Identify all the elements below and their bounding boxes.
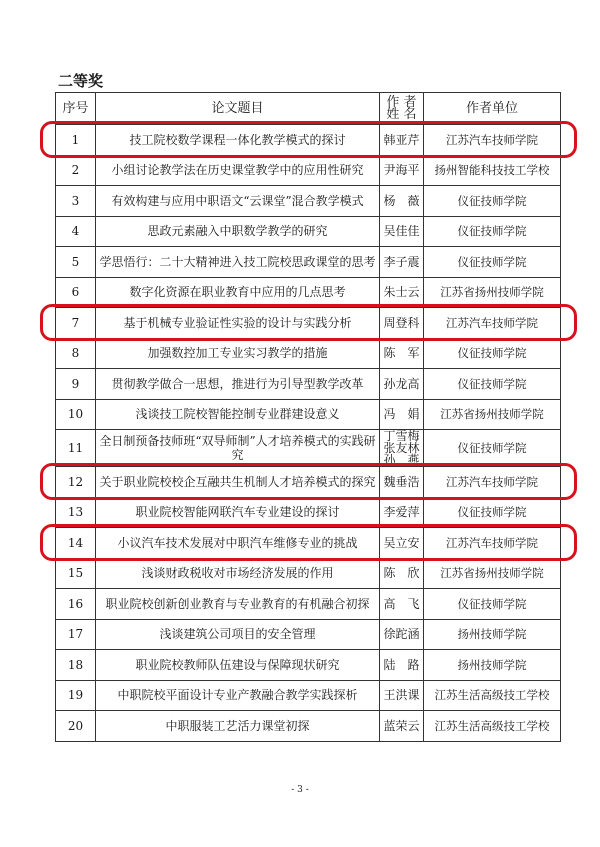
highlight-box-row-14 (40, 524, 577, 561)
cell-institution: 仪征技师学院 (424, 247, 561, 278)
cell-author: 高 飞 (380, 589, 424, 620)
highlight-box-row-1 (40, 121, 577, 158)
cell-no: 19 (56, 680, 96, 711)
cell-institution: 仪征技师学院 (424, 216, 561, 247)
table-row (56, 216, 561, 247)
table-body (56, 125, 561, 742)
table-row (56, 247, 561, 278)
table-row (56, 369, 561, 400)
cell-author: 周登科 (380, 308, 424, 339)
cell-title: 加强数控加工专业实习教学的措施 (96, 338, 380, 369)
cell-institution: 江苏汽车技师学院 (424, 125, 561, 156)
cell-institution: 江苏汽车技师学院 (424, 528, 561, 559)
cell-no: 15 (56, 558, 96, 589)
cell-title: 全日制预备技师班“双导师制”人才培养模式的实践研究 (96, 430, 380, 467)
cell-institution: 江苏省扬州技师学院 (424, 399, 561, 430)
cell-author: 吴立安 (380, 528, 424, 559)
cell-author: 魏垂浩 (380, 467, 424, 498)
cell-institution: 江苏汽车技师学院 (424, 467, 561, 498)
cell-institution: 仪征技师学院 (424, 589, 561, 620)
cell-author: 徐跎涵 (380, 619, 424, 650)
cell-author: 杨 薇 (380, 186, 424, 217)
table-header-row (56, 93, 561, 125)
highlight-box-row-12 (40, 463, 577, 500)
cell-no: 16 (56, 589, 96, 620)
table-row (56, 589, 561, 620)
table-row (56, 399, 561, 430)
cell-no: 8 (56, 338, 96, 369)
cell-title: 学思悟行：二十大精神进入技工院校思政课堂的思考 (96, 247, 380, 278)
cell-no: 9 (56, 369, 96, 400)
cell-title: 中职服装工艺活力课堂初探 (96, 711, 380, 742)
table-row (56, 497, 561, 528)
cell-author: 李爱萍 (380, 497, 424, 528)
cell-title: 技工院校数学课程一体化教学模式的探讨 (96, 125, 380, 156)
cell-institution: 扬州技师学院 (424, 619, 561, 650)
cell-institution: 仪征技师学院 (424, 338, 561, 369)
cell-author: 陈 欣 (380, 558, 424, 589)
cell-title: 中职院校平面设计专业产教融合教学实践探析 (96, 680, 380, 711)
table-row (56, 619, 561, 650)
award-table (55, 92, 561, 742)
cell-institution: 江苏汽车技师学院 (424, 308, 561, 339)
table-row (56, 558, 561, 589)
cell-institution: 仪征技师学院 (424, 186, 561, 217)
cell-no: 6 (56, 277, 96, 308)
header-author: 作 者 姓 名 (380, 93, 424, 125)
cell-institution: 江苏生活高级技工学校 (424, 680, 561, 711)
cell-institution: 仪征技师学院 (424, 497, 561, 528)
section-title: 二等奖 (58, 72, 104, 90)
cell-author: 吴佳佳 (380, 216, 424, 247)
cell-title: 浅谈建筑公司项目的安全管理 (96, 619, 380, 650)
table-row (56, 650, 561, 681)
cell-title: 数字化资源在职业教育中应用的几点思考 (96, 277, 380, 308)
cell-author: 尹海平 (380, 155, 424, 186)
table-row (56, 338, 561, 369)
cell-no: 10 (56, 399, 96, 430)
cell-title: 职业院校智能网联汽车专业建设的探讨 (96, 497, 380, 528)
highlight-box-row-7 (40, 304, 577, 341)
cell-author: 蓝荣云 (380, 711, 424, 742)
cell-author: 朱士云 (380, 277, 424, 308)
cell-institution: 江苏省扬州技师学院 (424, 277, 561, 308)
cell-no: 20 (56, 711, 96, 742)
cell-no: 5 (56, 247, 96, 278)
cell-author: 王洪课 (380, 680, 424, 711)
cell-title: 小组讨论教学法在历史课堂教学中的应用性研究 (96, 155, 380, 186)
cell-author: 孙龙高 (380, 369, 424, 400)
cell-no: 13 (56, 497, 96, 528)
cell-no: 12 (56, 467, 96, 498)
cell-institution: 江苏生活高级技工学校 (424, 711, 561, 742)
cell-title: 关于职业院校校企互融共生机制人才培养模式的探究 (96, 467, 380, 498)
cell-author: 丁雪梅 张友林 孙 燕 (380, 430, 424, 467)
table-row (56, 155, 561, 186)
cell-title: 职业院校创新创业教育与专业教育的有机融合初探 (96, 589, 380, 620)
page-number: - 3 - (291, 785, 309, 795)
cell-no: 17 (56, 619, 96, 650)
cell-institution: 江苏省扬州技师学院 (424, 558, 561, 589)
table-row (56, 680, 561, 711)
table-row (56, 186, 561, 217)
cell-title: 基于机械专业验证性实验的设计与实践分析 (96, 308, 380, 339)
header-title: 论文题目 (96, 93, 380, 125)
cell-no: 2 (56, 155, 96, 186)
cell-no: 7 (56, 308, 96, 339)
table-row (56, 277, 561, 308)
cell-title: 小议汽车技术发展对中职汽车维修专业的挑战 (96, 528, 380, 559)
cell-institution: 仪征技师学院 (424, 369, 561, 400)
cell-no: 3 (56, 186, 96, 217)
cell-author: 李子震 (380, 247, 424, 278)
cell-no: 18 (56, 650, 96, 681)
table-row (56, 711, 561, 742)
cell-no: 11 (56, 430, 96, 467)
cell-no: 1 (56, 125, 96, 156)
cell-author: 陈 军 (380, 338, 424, 369)
cell-title: 思政元素融入中职数学教学的研究 (96, 216, 380, 247)
cell-institution: 仪征技师学院 (424, 430, 561, 467)
cell-title: 有效构建与应用中职语文“云课堂”混合教学模式 (96, 186, 380, 217)
cell-title: 职业院校教师队伍建设与保障现状研究 (96, 650, 380, 681)
cell-institution: 扬州技师学院 (424, 650, 561, 681)
cell-author: 韩亚芹 (380, 125, 424, 156)
header-institution: 作者单位 (424, 93, 561, 125)
cell-no: 14 (56, 528, 96, 559)
cell-no: 4 (56, 216, 96, 247)
cell-title: 贯彻教学做合一思想，推进行为引导型教学改革 (96, 369, 380, 400)
cell-author: 冯 娟 (380, 399, 424, 430)
cell-title: 浅谈财政税收对市场经济发展的作用 (96, 558, 380, 589)
table-row (56, 430, 561, 467)
cell-title: 浅谈技工院校智能控制专业群建设意义 (96, 399, 380, 430)
header-no: 序号 (56, 93, 96, 125)
cell-author: 陆 路 (380, 650, 424, 681)
cell-institution: 扬州智能科技技工学校 (424, 155, 561, 186)
